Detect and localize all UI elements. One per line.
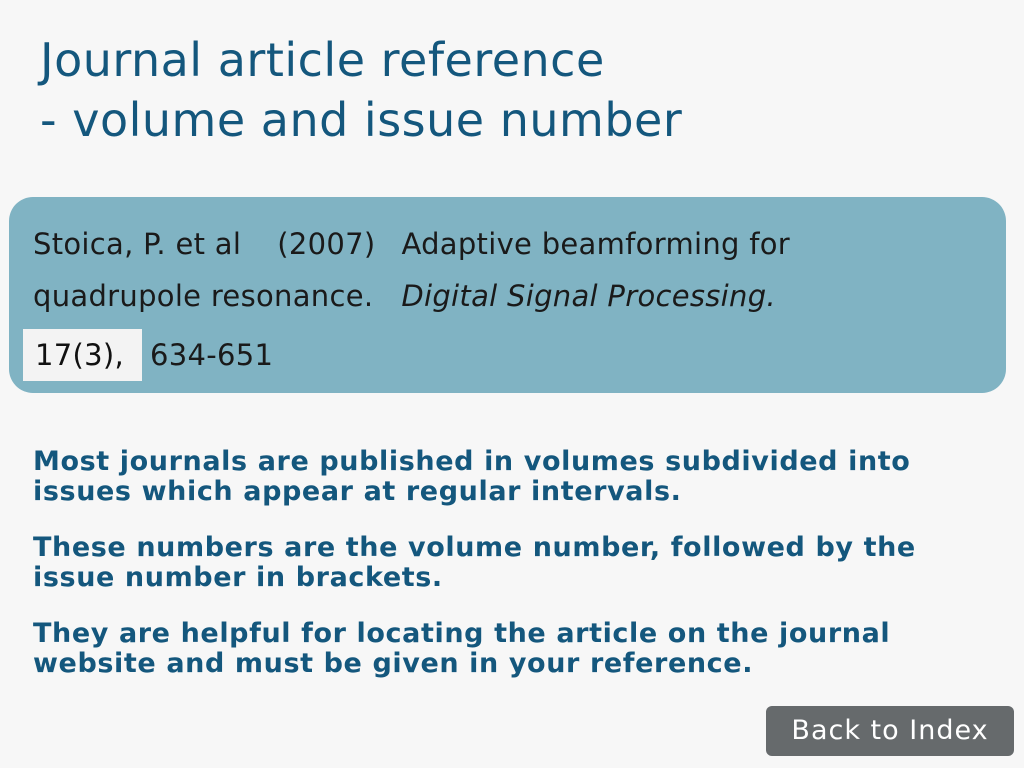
- back-to-index-button[interactable]: Back to Index: [766, 706, 1014, 756]
- explanation-paragraph-3: [33, 619, 890, 679]
- volume-issue-highlight: 17(3),: [23, 329, 142, 381]
- reference-line-2: [33, 279, 776, 313]
- explanation-paragraph-2: [33, 533, 916, 593]
- explanation-2-line-1: These numbers are the volume number, followed by the: [33, 532, 916, 563]
- explanation-3-line-2: website and must be given in your reference.: [33, 648, 754, 679]
- reference-journal-name: Digital Signal Processing.: [401, 279, 776, 313]
- explanation-1-line-2: issues which appear at regular intervals.: [33, 476, 682, 507]
- reference-title-part-1: Adaptive beamforming for: [401, 227, 791, 261]
- reference-title-part-2: quadrupole resonance.: [33, 279, 374, 313]
- reference-year: (2007): [277, 227, 376, 261]
- page-title-line-2: - volume and issue number: [40, 93, 683, 147]
- reference-pages: 634-651: [150, 338, 274, 372]
- page-title: [40, 30, 682, 150]
- explanation-2-line-2: issue number in brackets.: [33, 562, 443, 593]
- explanation-1-line-1: Most journals are published in volumes subdivided into: [33, 446, 911, 477]
- page-title-line-1: Journal article reference: [40, 33, 605, 87]
- reference-line-3: [33, 329, 273, 381]
- explanation-3-line-1: They are helpful for locating the article on the journal: [33, 618, 891, 649]
- reference-line-1: [33, 227, 790, 261]
- explanation-paragraph-1: [33, 447, 910, 507]
- reference-authors: Stoica, P. et al: [33, 227, 242, 261]
- reference-example-box: [9, 197, 1006, 393]
